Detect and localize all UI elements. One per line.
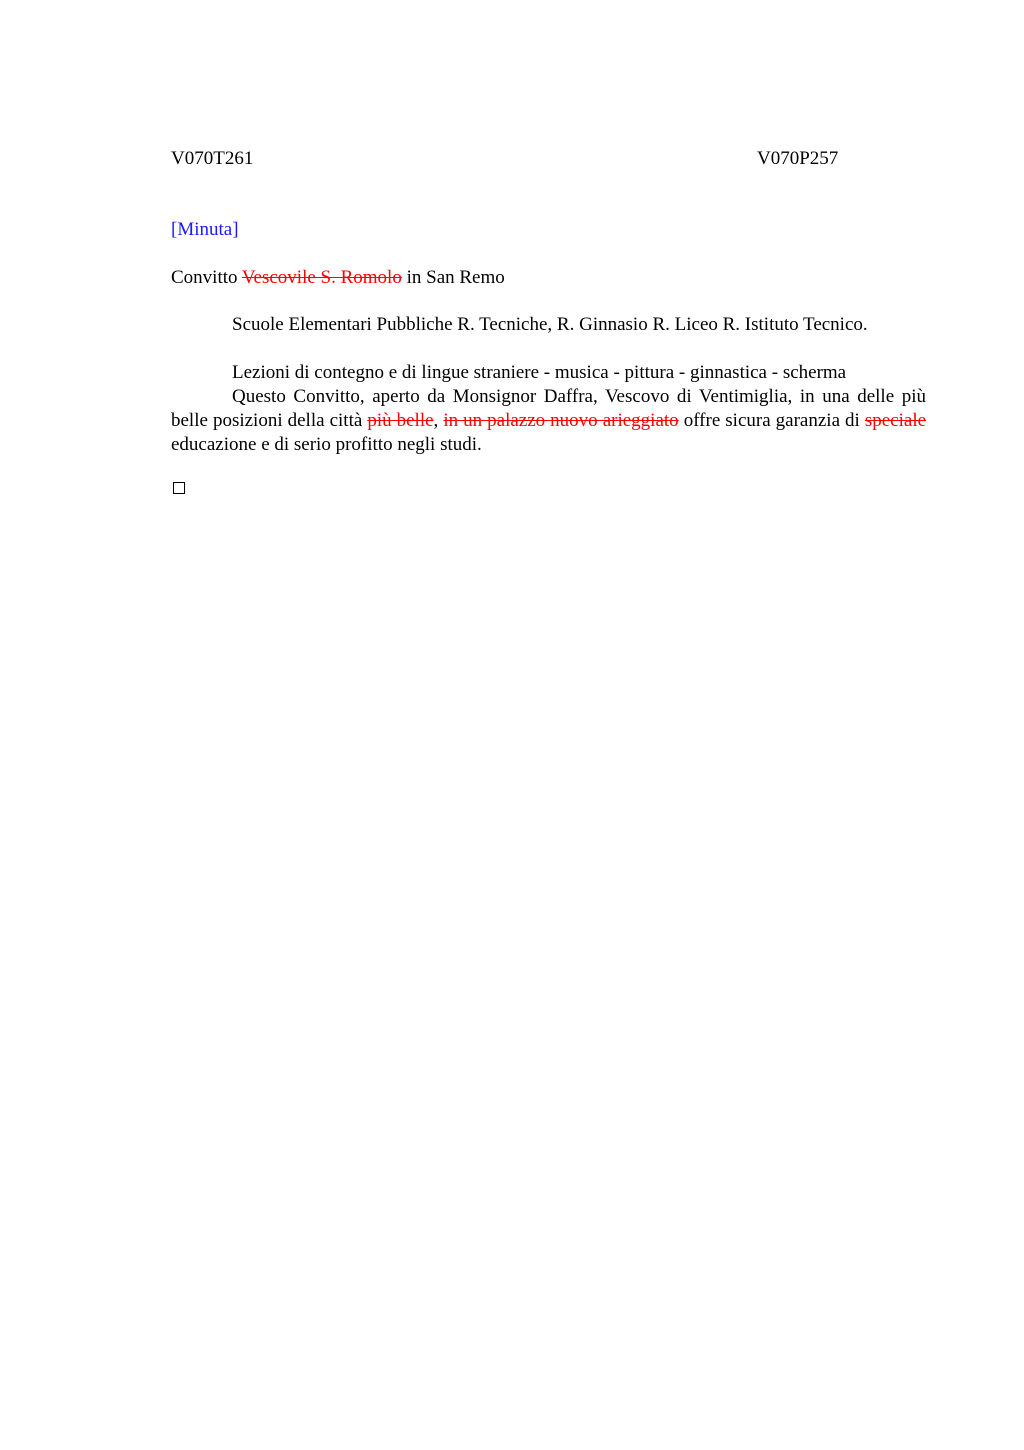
lessons-line: Lezioni di contegno e di lingue straniere - musica - pittura - ginnastica - scherma xyxy=(232,362,847,383)
paragraph-part-3: offre sicura garanzia di xyxy=(678,410,865,431)
document-title xyxy=(171,266,505,290)
minuta-label: [Minuta] xyxy=(171,219,239,240)
paragraph-part-1: Questo Convitto, aperto da Monsignor Daffra, Vescovo di Ventimiglia, in una delle più belle posizioni della città xyxy=(171,386,926,431)
title-prefix: Convitto xyxy=(171,267,242,288)
document-code-right: V070P257 xyxy=(757,148,839,169)
title-suffix: in San Remo xyxy=(401,267,505,288)
empty-checkbox-icon xyxy=(173,482,185,494)
paragraph-deleted-1: più belle xyxy=(367,410,434,431)
paragraph-part-4: educazione e di serio profitto negli studi. xyxy=(171,434,482,455)
title-deleted-text: Vescovile S. Romolo xyxy=(241,267,402,288)
schools-subheading: Scuole Elementari Pubbliche R. Tecniche, R. Ginnasio R. Liceo R. Istituto Tecnico. xyxy=(232,314,868,335)
document-code-left: V070T261 xyxy=(171,148,254,169)
paragraph-deleted-3: speciale xyxy=(864,410,927,431)
paragraph-deleted-2: in un palazzo nuovo arieggiato xyxy=(443,410,679,431)
body-paragraph xyxy=(171,385,926,457)
paragraph-part-2: , xyxy=(433,410,444,431)
